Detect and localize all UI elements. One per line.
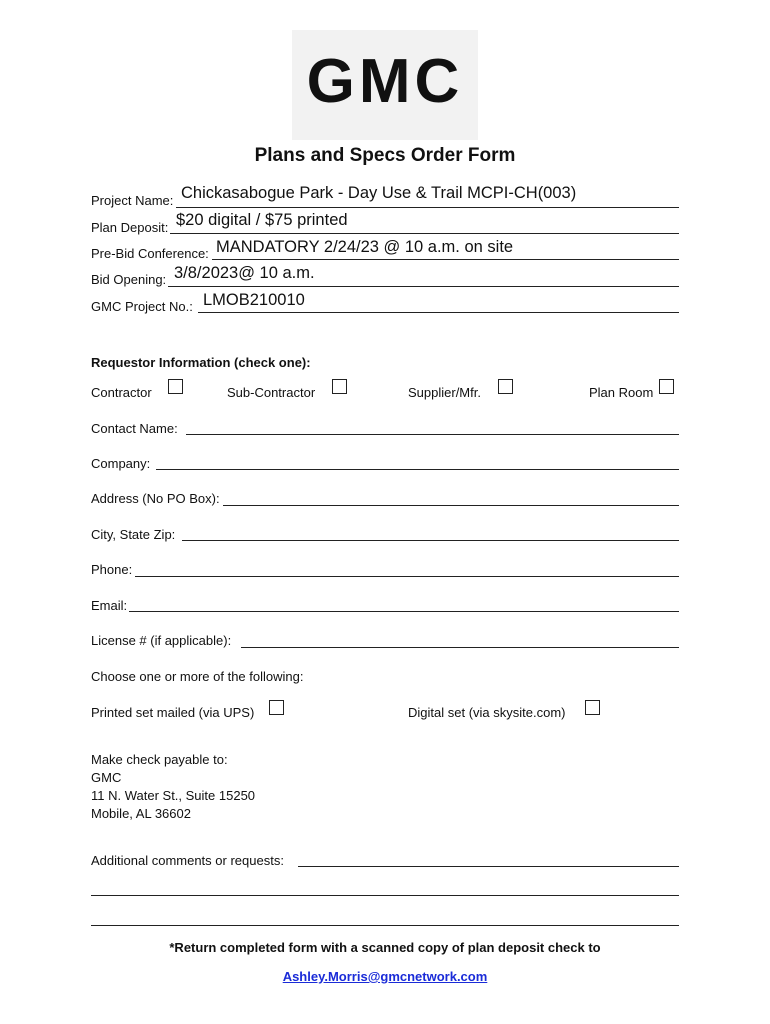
payable-heading: Make check payable to:	[91, 752, 228, 767]
plan-deposit-label: Plan Deposit:	[91, 220, 169, 235]
option-plan-room-label: Plan Room	[589, 385, 654, 400]
city-state-zip-field[interactable]	[182, 540, 679, 541]
plan-room-checkbox[interactable]	[659, 379, 674, 394]
plan-deposit-field[interactable]: $20 digital / $75 printed	[176, 211, 348, 229]
printed-set-checkbox[interactable]	[269, 700, 284, 715]
gmc-project-no-label: GMC Project No.:	[91, 299, 193, 314]
license-field[interactable]	[241, 647, 679, 648]
bid-opening-label: Bid Opening:	[91, 272, 167, 287]
gmc-project-no-line	[198, 312, 679, 313]
plan-deposit-line	[170, 233, 679, 234]
choose-heading: Choose one or more of the following:	[91, 669, 304, 684]
bid-opening-line	[168, 286, 679, 287]
city-state-zip-label: City, State Zip:	[91, 527, 176, 542]
contact-email-link[interactable]: Ashley.Morris@gmcnetwork.com	[282, 969, 488, 984]
phone-label: Phone:	[91, 562, 133, 577]
phone-field[interactable]	[135, 576, 679, 577]
gmc-logo: GMC	[306, 47, 464, 116]
bid-opening-field[interactable]: 3/8/2023@ 10 a.m.	[174, 264, 315, 282]
address-label: Address (No PO Box):	[91, 491, 220, 506]
digital-set-checkbox[interactable]	[585, 700, 600, 715]
printed-set-label: Printed set mailed (via UPS)	[91, 705, 255, 720]
company-label: Company:	[91, 456, 151, 471]
payable-street: 11 N. Water St., Suite 15250	[91, 788, 256, 803]
contact-name-label: Contact Name:	[91, 421, 178, 436]
supplier-checkbox[interactable]	[498, 379, 513, 394]
form-title: Plans and Specs Order Form	[254, 145, 516, 166]
option-subcontractor-label: Sub-Contractor	[227, 385, 316, 400]
payable-company: GMC	[91, 770, 122, 785]
prebid-label: Pre-Bid Conference:	[91, 246, 209, 261]
contractor-checkbox[interactable]	[168, 379, 183, 394]
requestor-heading: Requestor Information (check one):	[91, 355, 311, 370]
company-field[interactable]	[156, 469, 679, 470]
comments-field-line-3[interactable]	[91, 925, 679, 926]
email-label: Email:	[91, 598, 128, 613]
prebid-line	[212, 259, 679, 260]
return-instruction: *Return completed form with a scanned copy of plan deposit check to	[169, 940, 601, 955]
prebid-field[interactable]: MANDATORY 2/24/23 @ 10 a.m. on site	[216, 238, 514, 256]
subcontractor-checkbox[interactable]	[332, 379, 347, 394]
email-field[interactable]	[129, 611, 679, 612]
payable-block	[91, 751, 255, 823]
address-field[interactable]	[223, 505, 679, 506]
contact-name-field[interactable]	[186, 434, 679, 435]
project-name-line	[176, 207, 679, 208]
gmc-project-no-field[interactable]: LMOB210010	[203, 291, 305, 309]
option-supplier-label: Supplier/Mfr.	[408, 385, 481, 400]
digital-set-label: Digital set (via skysite.com)	[408, 705, 566, 720]
project-name-label: Project Name:	[91, 193, 174, 208]
comments-field-line-2[interactable]	[91, 895, 679, 896]
project-name-field[interactable]: Chickasabogue Park - Day Use & Trail MCPI-CH(003)	[181, 184, 577, 202]
comments-field-line-1[interactable]	[298, 866, 679, 867]
payable-city: Mobile, AL 36602	[91, 806, 191, 821]
option-contractor-label: Contractor	[91, 385, 152, 400]
license-label: License # (if applicable):	[91, 633, 232, 648]
comments-label: Additional comments or requests:	[91, 853, 284, 868]
